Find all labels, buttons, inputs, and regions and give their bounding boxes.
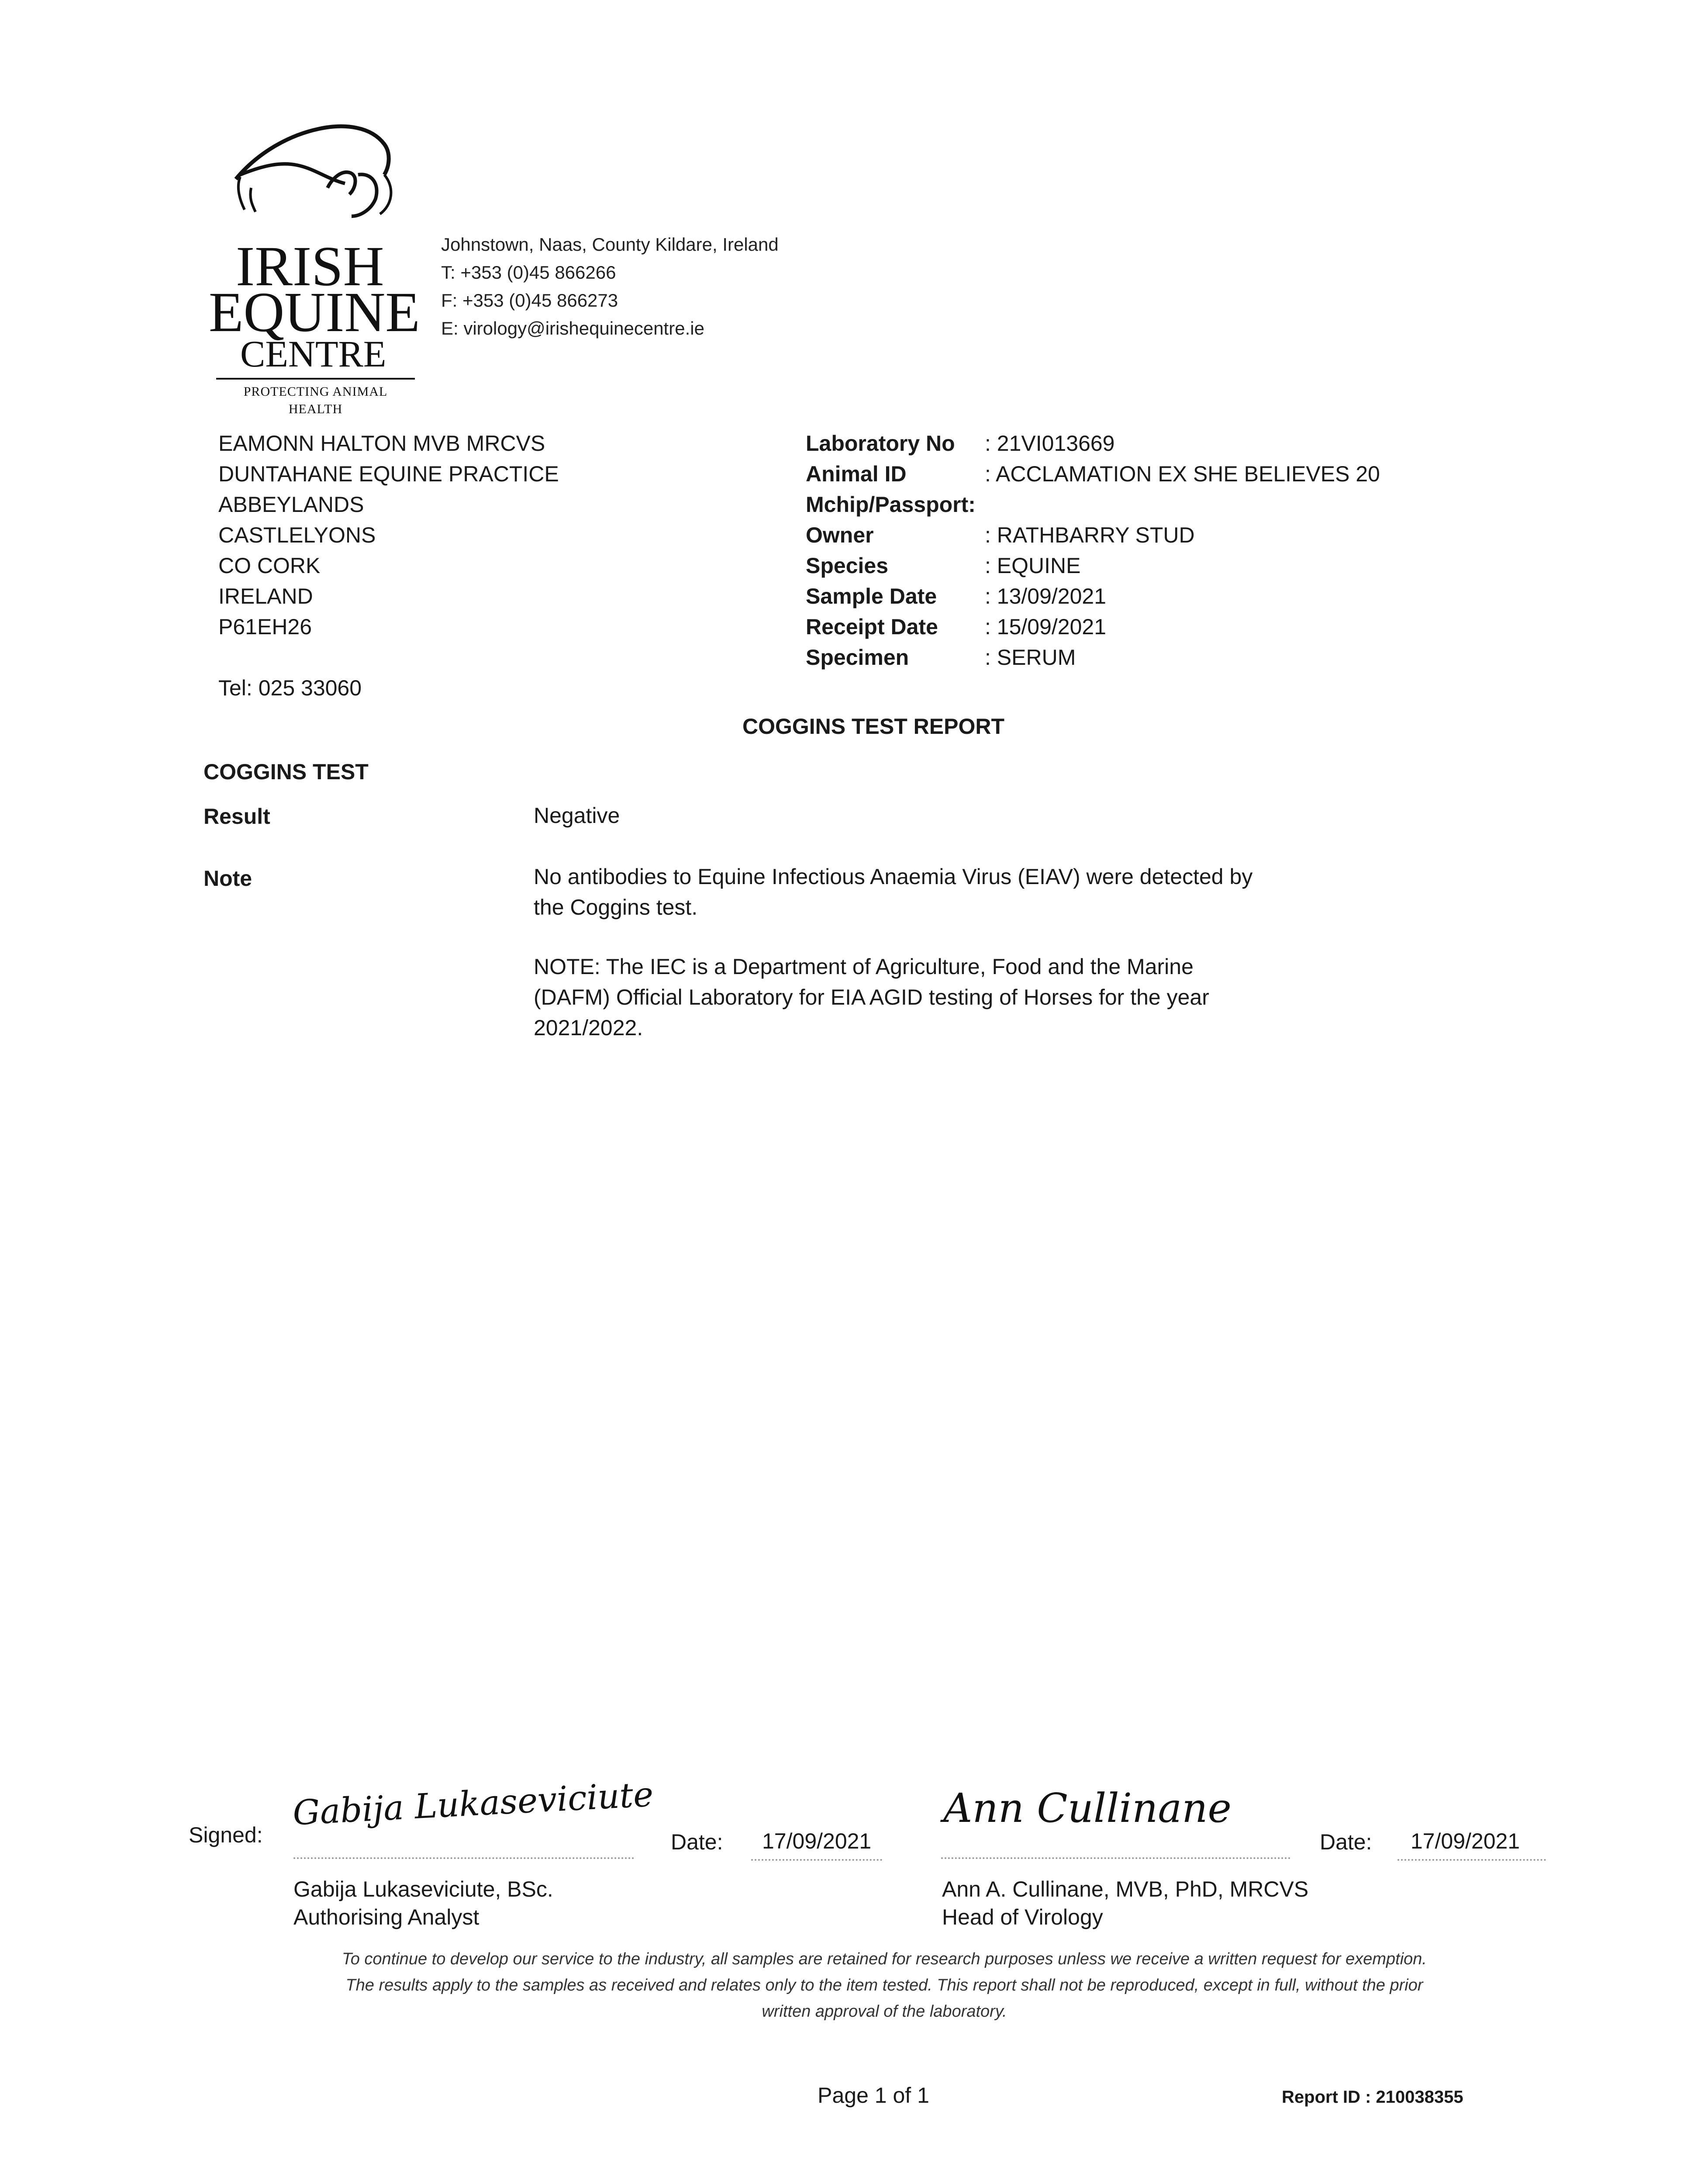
contact-address: Johnstown, Naas, County Kildare, Ireland [441, 234, 779, 255]
result-value: Negative [534, 803, 620, 828]
signature-line-left [293, 1857, 634, 1859]
signature-line-right [941, 1857, 1290, 1859]
date-label-right: Date: [1320, 1830, 1372, 1854]
logo-divider [216, 378, 415, 380]
signatory-right [942, 1874, 1308, 1932]
recipient-tel: Tel: 025 33060 [218, 676, 362, 700]
detail-value: : 15/09/2021 [985, 615, 1107, 639]
recipient-line: CO CORK [218, 553, 321, 578]
detail-value: : 13/09/2021 [985, 584, 1107, 608]
sample-details [806, 428, 1461, 673]
signature-right: Ann Cullinane [943, 1785, 1232, 1832]
signature-left: Gabija Lukaseviciute [292, 1775, 655, 1833]
result-label: Result [204, 804, 270, 829]
detail-label: Specimen [806, 645, 909, 670]
contact-fax: F: +353 (0)45 866273 [441, 290, 618, 311]
detail-row [806, 459, 1461, 489]
detail-row [806, 489, 1461, 520]
contact-email: E: virology@irishequinecentre.ie [441, 318, 704, 339]
detail-value: : RATHBARRY STUD [985, 523, 1195, 547]
signatory-left [293, 1874, 553, 1932]
date-value-left: 17/09/2021 [762, 1829, 872, 1853]
disclaimer-line: The results apply to the samples as received and relates only to the item tested. This report shall not be reproduced, except in full, without the prior [345, 1976, 1423, 1994]
detail-value: : ACCLAMATION EX SHE BELIEVES 20 [985, 462, 1380, 486]
logo-line-equine: EQUINE [209, 281, 420, 344]
disclaimer-line: written approval of the laboratory. [762, 2002, 1007, 2021]
detail-label: Laboratory No [806, 431, 955, 456]
note-line: NOTE: The IEC is a Department of Agriculture, Food and the Marine [534, 954, 1194, 979]
signatory-name: Gabija Lukaseviciute, BSc. [293, 1877, 553, 1901]
horse-logo-icon [227, 118, 411, 236]
section-title: COGGINS TEST [204, 760, 369, 784]
recipient-line: EAMONN HALTON MVB MRCVS [218, 431, 545, 456]
note-line: No antibodies to Equine Infectious Anaemia Virus (EIAV) were detected by [534, 864, 1253, 889]
recipient-line: P61EH26 [218, 615, 312, 639]
logo-line-irish: IRISH [236, 235, 384, 298]
detail-row [806, 581, 1461, 612]
date-line-left [751, 1859, 882, 1861]
date-line-right [1397, 1859, 1546, 1861]
date-value-right: 17/09/2021 [1411, 1829, 1520, 1853]
recipient-line: CASTLELYONS [218, 523, 376, 547]
detail-label: Sample Date [806, 584, 937, 608]
recipient-line: ABBEYLANDS [218, 492, 364, 517]
note-line: 2021/2022. [534, 1016, 643, 1040]
signed-label: Signed: [189, 1823, 263, 1847]
recipient-line: DUNTAHANE EQUINE PRACTICE [218, 462, 559, 486]
disclaimer-line: To continue to develop our service to the industry, all samples are retained for research purposes unless we receive a written request for exemption. [342, 1950, 1427, 1968]
detail-row [806, 612, 1461, 642]
detail-label: Species [806, 553, 889, 578]
page-number: Page 1 of 1 [818, 2083, 929, 2108]
detail-label: Mchip/Passport: [806, 492, 976, 517]
detail-row [806, 520, 1461, 550]
recipient-line: IRELAND [218, 584, 313, 608]
date-label-left: Date: [671, 1830, 723, 1854]
detail-row [806, 550, 1461, 581]
note-label: Note [204, 866, 252, 891]
detail-label: Owner [806, 523, 874, 547]
detail-value: : 21VI013669 [985, 431, 1115, 456]
logo-tagline: PROTECTING ANIMAL HEALTH [243, 384, 388, 416]
disclaimer [218, 1946, 1550, 2025]
detail-value: : EQUINE [985, 553, 1081, 578]
detail-label: Receipt Date [806, 615, 938, 639]
note-text [534, 861, 1363, 1043]
logo-line-centre: CENTRE [240, 333, 386, 375]
detail-row [806, 428, 1461, 459]
note-line: (DAFM) Official Laboratory for EIA AGID testing of Horses for the year [534, 985, 1209, 1009]
note-line: the Coggins test. [534, 895, 698, 919]
report-title: COGGINS TEST REPORT [742, 714, 1005, 739]
detail-label: Animal ID [806, 462, 907, 486]
signatory-name: Ann A. Cullinane, MVB, PhD, MRCVS [942, 1877, 1309, 1901]
detail-value: : SERUM [985, 645, 1076, 670]
detail-row [806, 642, 1461, 673]
contact-phone: T: +353 (0)45 866266 [441, 262, 616, 283]
recipient-address [218, 428, 559, 703]
signatory-title: Head of Virology [942, 1905, 1103, 1929]
report-id: Report ID : 210038355 [1282, 2087, 1463, 2107]
contact-block [441, 231, 779, 342]
signatory-title: Authorising Analyst [293, 1905, 480, 1929]
